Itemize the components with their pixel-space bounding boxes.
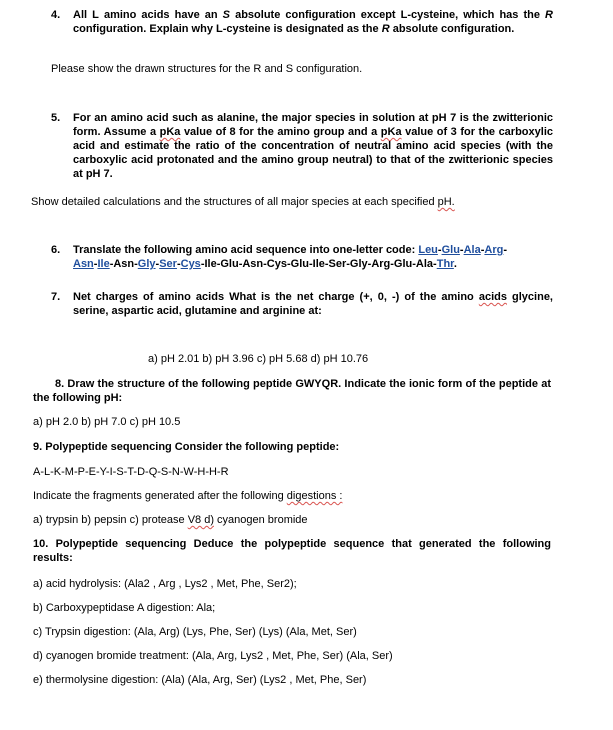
seq-cys[interactable]: Cys	[180, 258, 201, 270]
question-4-number: 4.	[51, 9, 61, 21]
seq-glu[interactable]: Glu	[441, 244, 460, 256]
question-10-title: 10. Polypeptide sequencing Deduce the polypeptide sequence that generated the following results:	[33, 538, 551, 564]
question-7-options: a) pH 2.01 b) pH 3.96 c) pH 5.68 d) pH 10.76	[148, 353, 369, 365]
question-9-sequence: A-L-K-M-P-E-Y-I-S-T-D-Q-S-N-W-H-H-R	[33, 466, 229, 478]
seq-ser[interactable]: Ser	[159, 258, 177, 270]
question-5-number: 5.	[51, 112, 61, 124]
question-9-options: a) trypsin b) pepsin c) protease V8 d) cyanogen bromide	[33, 514, 308, 526]
question-10-line-d: d) cyanogen bromide treatment: (Ala, Arg, Lys2 , Met, Phe, Ser) (Ala, Ser)	[33, 650, 393, 662]
question-10-line-b: b) Carboxypeptidase A digestion: Ala;	[33, 602, 216, 614]
seq-leu[interactable]: Leu	[418, 244, 438, 256]
question-6-number: 6.	[51, 244, 61, 256]
seq-asn[interactable]: Asn	[73, 258, 94, 270]
seq-ile[interactable]: Ile	[97, 258, 110, 270]
question-5-text: For an amino acid such as alanine, the major species in solution at pH 7 is the zwitterionic form. Assume a pKa value of 8 for the amino group and a pKa value of 3 for the carboxylic acid and estimate the ratio of the concentration of neutral amino acid species (with the carboxylic acid protonated and the amino group neutral) to that of the zwitterionic species at pH 7.	[73, 112, 553, 180]
seq-ala[interactable]: Ala	[463, 244, 481, 256]
question-9-title: 9. Polypeptide sequencing Consider the following peptide:	[33, 441, 340, 453]
seq-thr[interactable]: Thr	[436, 258, 454, 270]
question-8-options: a) pH 2.0 b) pH 7.0 c) pH 10.5	[33, 416, 181, 428]
question-8-text: 8. Draw the structure of the following peptide GWYQR. Indicate the ionic form of the peptide at the following pH:	[33, 378, 551, 404]
question-6-text: Translate the following amino acid sequence into one-letter code: Leu-Glu-Ala-Arg- Asn-Ile-Asn-Gly-Ser-Cys-Ile-Glu-Asn-Cys-Glu-Ile-Ser-Gly-Arg-Glu-Ala-Thr.	[73, 244, 508, 270]
question-5-note: Show detailed calculations and the structures of all major species at each specified pH.	[31, 196, 455, 208]
question-9-indicate: Indicate the fragments generated after the following digestions :	[33, 490, 343, 502]
seq-gly[interactable]: Gly	[137, 258, 156, 270]
question-10-line-e: e) thermolysine digestion: (Ala) (Ala, Arg, Ser) (Lys2 , Met, Phe, Ser)	[33, 674, 367, 686]
seq-arg[interactable]: Arg	[484, 244, 504, 256]
question-7-number: 7.	[51, 291, 61, 303]
question-7-text: Net charges of amino acids What is the net charge (+, 0, -) of the amino acids glycine, serine, aspartic acid, glutamine and arginine at:	[73, 291, 553, 317]
question-10-line-a: a) acid hydrolysis: (Ala2 , Arg , Lys2 , Met, Phe, Ser2);	[33, 578, 297, 590]
question-4-note: Please show the drawn structures for the R and S configuration.	[51, 63, 363, 75]
question-4-text: All L amino acids have an S absolute configuration except L-cysteine, which has the R configuration. Explain why L-cysteine is designated as the R absolute configuration.	[73, 9, 553, 35]
question-10-line-c: c) Trypsin digestion: (Ala, Arg) (Lys, Phe, Ser) (Lys) (Ala, Met, Ser)	[33, 626, 357, 638]
